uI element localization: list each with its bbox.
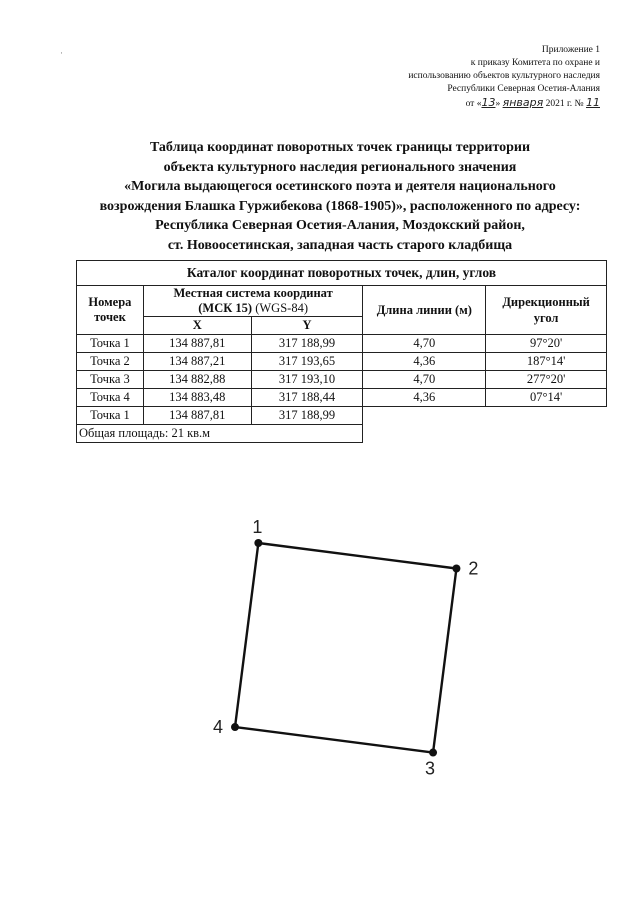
date-mid: » [495,99,501,109]
appendix-line-1: Приложение 1 [541,45,600,55]
cell-angle: 277°20' [486,371,607,389]
cell-angle: 187°14' [486,353,607,371]
header-y: Y [251,317,363,335]
date-prefix: от « [465,99,482,109]
header-angle: Дирекционный угол [486,286,607,335]
header-system-wgs: (WGS-84) [255,301,308,315]
title-line-2: объекта культурного наследия регионального значения [163,159,517,175]
cell-angle: 07°14' [486,389,607,407]
boundary-polygon [235,543,456,753]
cell-point: Точка 1 [77,335,144,353]
boundary-point-label: 3 [425,758,436,779]
date-year: 2021 г. № [545,99,584,109]
doc-number: 11 [586,96,600,109]
cell-x: 134 887,81 [143,335,251,353]
boundary-point-label: 1 [252,517,263,537]
header-system-line1: Местная система координат [173,286,333,300]
cell-x: 134 887,21 [143,353,251,371]
cell-x: 134 882,88 [143,371,251,389]
header-x: X [143,317,251,335]
cell-point: Точка 1 [77,407,144,425]
title-line-1: Таблица координат поворотных точек границы территории [149,140,531,155]
header-point: Номера точек [77,286,144,335]
title-line-6: ст. Новоосетинская, западная часть старого кладбища [167,237,513,253]
cell-x: 134 883,48 [143,389,251,407]
date-day: 13 [481,96,496,109]
cell-angle: 97°20' [486,335,607,353]
cell-y: 317 193,65 [251,353,363,371]
cell-point: Точка 3 [77,371,144,389]
header-system-msk: (МСК 15) [198,301,253,315]
cell-y: 317 188,99 [251,407,363,425]
cell-length: 4,70 [363,371,486,389]
boundary-point-2 [452,565,460,573]
scan-dot: · [60,48,63,58]
table-caption: Каталог координат поворотных точек, длин, углов [77,261,607,286]
cell-y: 317 188,99 [251,335,363,353]
appendix-line-2: к приказу Комитета по охране и [470,58,600,68]
title-line-5: Республика Северная Осетия-Алания, Моздокский район, [155,218,525,233]
cell-point: Точка 2 [77,353,144,371]
boundary-point-1 [254,539,262,547]
boundary-point-label: 4 [213,717,224,738]
cell-length: 4,36 [363,389,486,407]
header-length: Длина линии (м) [363,286,486,335]
total-area: Общая площадь: 21 кв.м [77,425,363,443]
title-line-4: возрождения Блашка Гуржибекова (1868-1905)», расположенного по адресу: [99,198,581,214]
boundary-point-label: 2 [468,558,479,579]
appendix-line-3: использованию объектов культурного наследия [408,71,600,81]
title-line-3: «Могила выдающегося осетинского поэта и деятеля национального [124,179,556,194]
cell-y: 317 188,44 [251,389,363,407]
date-month: января [502,96,544,109]
cell-length: 4,70 [363,335,486,353]
boundary-point-4 [231,723,239,731]
cell-length: 4,36 [363,353,486,371]
appendix-line-4: Республики Северная Осетия-Алания [447,84,600,94]
cell-y: 317 193,10 [251,371,363,389]
boundary-point-3 [429,749,437,757]
cell-x: 134 887,81 [143,407,251,425]
cell-point: Точка 4 [77,389,144,407]
